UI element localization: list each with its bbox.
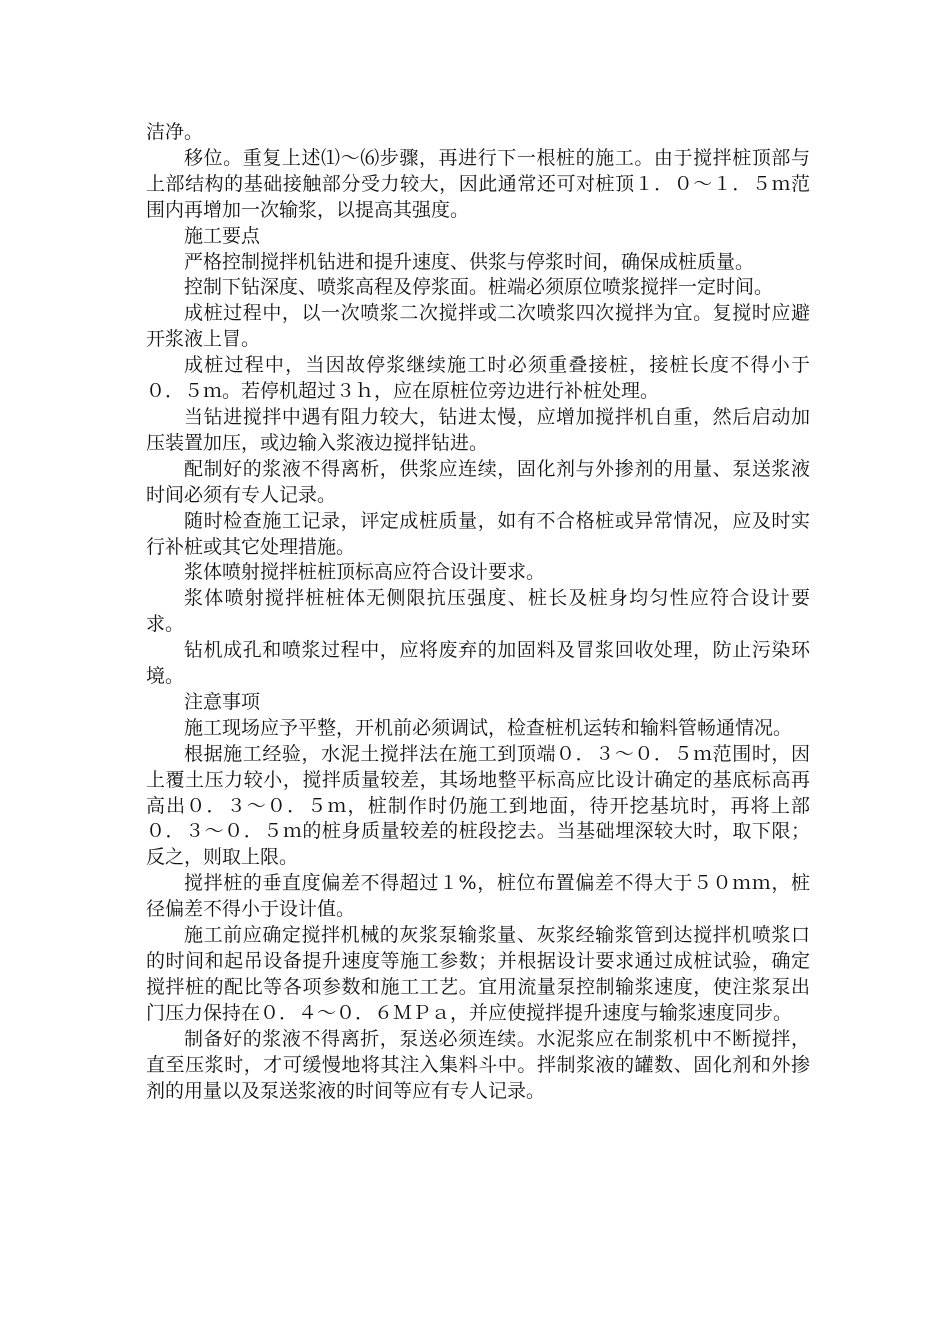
- paragraph-resistance: 当钻进搅拌中遇有阻力较大，钻进太慢，应增加搅拌机自重，然后启动加压装置加压，或边输入浆液边搅拌钻进。: [146, 405, 810, 454]
- paragraph-strength: 浆体喷射搅拌桩桩体无侧限抗压强度、桩长及桩身均匀性应符合设计要求。: [146, 587, 810, 636]
- document-page: [146, 120, 810, 1104]
- paragraph-site-leveling: 施工现场应予平整，开机前必须调试，检查桩机运转和输料管畅通情况。: [184, 716, 793, 739]
- paragraph-relocation: 移位。重复上述⑴～⑹步骤，再进行下一根桩的施工。由于搅拌桩顶部与上部结构的基础接触部分受力较大，因此通常还可对桩顶１．０～１．５ｍ范围内再增加一次输浆，以提高其强度。: [146, 146, 810, 221]
- paragraph-depth-control: 控制下钻深度、喷浆高程及停浆面。桩端必须原位喷浆搅拌一定时间。: [184, 276, 774, 299]
- paragraph-deviation: 搅拌桩的垂直度偏差不得超过１%，桩位布置偏差不得大于５０ｍｍ，桩径偏差不得小于设计值。: [146, 872, 810, 921]
- paragraph-slurry-preparation: 制备好的浆液不得离折，泵送必须连续。水泥浆应在制浆机中不断搅拌，直至压浆时，才可缓慢地将其注入集料斗中。拌制浆液的罐数、固化剂和外掺剂的用量以及泵送浆液的时间等应有专人记录。: [146, 1027, 810, 1102]
- paragraph-inspection: 随时检查施工记录，评定成桩质量，如有不合格桩或异常情况，应及时实行补桩或其它处理措施。: [146, 509, 810, 558]
- paragraph-experience: 根据施工经验，水泥土搅拌法在施工到顶端０．３～０．５ｍ范围时，因上覆土压力较小，搅拌质量较差，其场地整平标高应比设计确定的基底标高再高出０．３～０．５ｍ，桩制作时仍施工到地面，待开挖基坑时，再将上部０．３～０．５ｍ的桩身质量较差的桩段挖去。当基础埋深较大时，取下限；反之，则取上限。: [146, 742, 810, 869]
- paragraph-spray-mixing: 成桩过程中，以一次喷浆二次搅拌或二次喷浆四次搅拌为宜。复搅时应避开浆液上冒。: [146, 302, 810, 351]
- section-heading-construction-points: 施工要点: [184, 224, 261, 247]
- paragraph-pile-joining: 成桩过程中，当因故停浆继续施工时必须重叠接桩，接桩长度不得小于０．５ｍ。若停机超过３ｈ，应在原桩位旁边进行补桩处理。: [146, 354, 810, 403]
- paragraph-parameters: 施工前应确定搅拌机械的灰浆泵输浆量、灰浆经输浆管到达搅拌机喷浆口的时间和起吊设备提升速度等施工参数；并根据设计要求通过成桩试验，确定搅拌桩的配比等各项参数和施工工艺。宜用流量泵控制输浆速度，使注浆泵出门压力保持在０．４～０．６ＭＰａ，并应使搅拌提升速度与输浆速度同步。: [146, 924, 810, 1024]
- paragraph-slurry-record: 配制好的浆液不得离析，供浆应连续，固化剂与外掺剂的用量、泵送浆液时间必须有专人记录。: [146, 457, 810, 506]
- paragraph-speed-control: 严格控制搅拌机钻进和提升速度、供浆与停浆时间，确保成桩质量。: [184, 250, 755, 273]
- paragraph-continuation: 洁净。: [146, 121, 204, 143]
- section-heading-precautions: 注意事项: [184, 690, 261, 713]
- paragraph-top-elevation: 浆体喷射搅拌桩桩顶标高应符合设计要求。: [184, 561, 546, 584]
- paragraph-waste-recovery: 钻机成孔和喷浆过程中，应将废弃的加固料及冒浆回收处理，防止污染环境。: [146, 639, 810, 688]
